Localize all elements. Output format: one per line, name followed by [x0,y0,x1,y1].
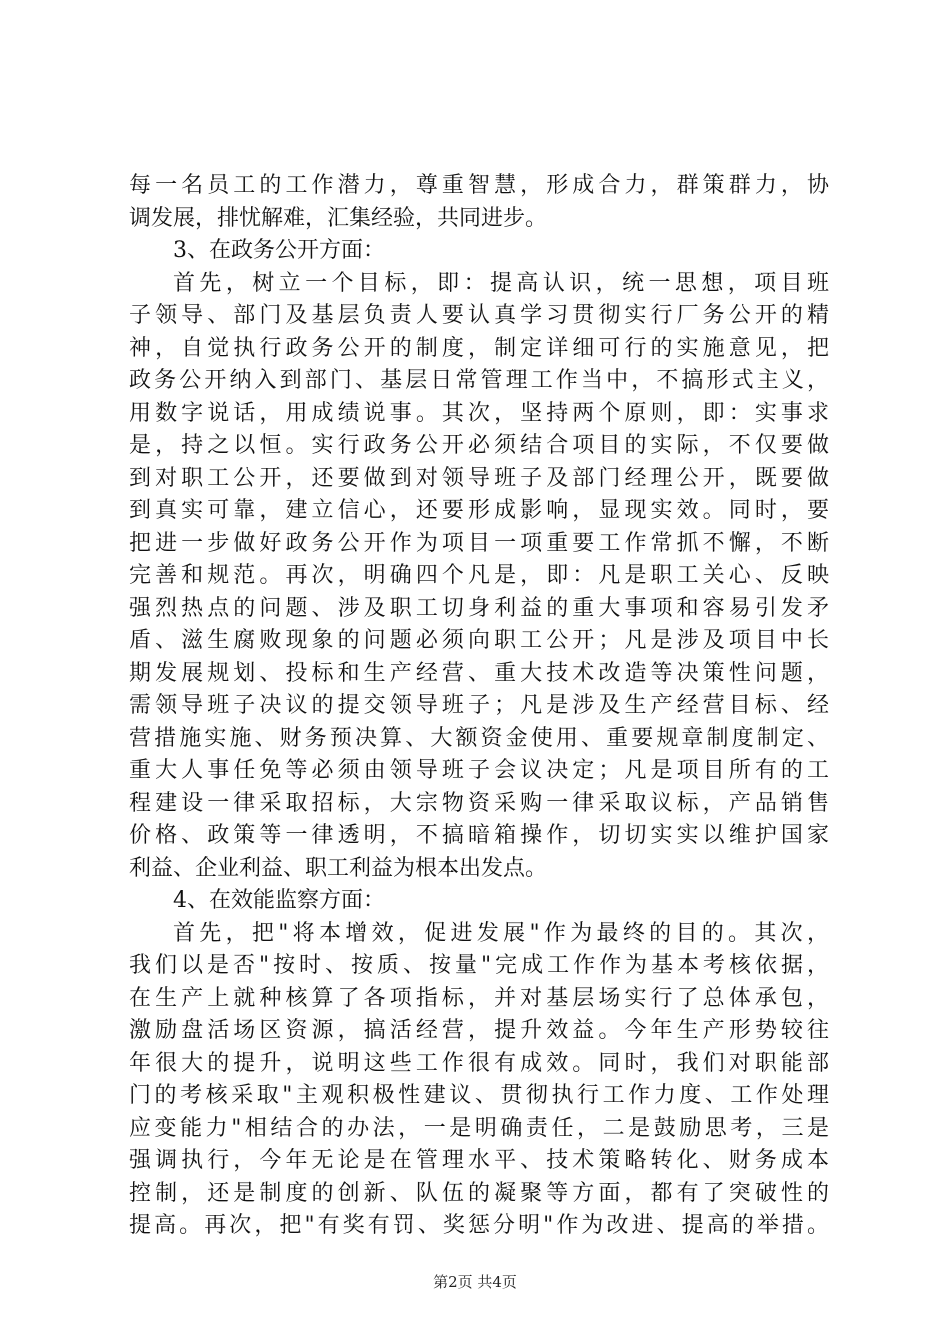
text-line: 政务公开纳入到部门、基层日常管理工作当中，不搞形式主义， [129,368,829,393]
text-line: 调发展，排忧解难，汇集经验，共同进步。 [129,205,548,231]
text-line: 需领导班子决议的提交领导班子；凡是涉及生产经营目标、经 [129,693,829,718]
text-line: 用数字说话，用成绩说事。其次，坚持两个原则，即：实事求 [129,400,829,426]
text-line: 价格、政策等一律透明，不搞暗箱操作，切切实实以维护国家 [129,823,829,848]
text-line: 应变能力"相结合的办法，一是明确责任，二是鼓励思考，三是 [129,1115,829,1141]
text-line: 完善和规范。再次，明确四个凡是，即：凡是职工关心、反映 [129,563,829,588]
text-line: 把进一步做好政务公开作为项目一项重要工作常抓不懈，不断 [129,530,829,556]
text-line: 强烈热点的问题、涉及职工切身利益的重大事项和容易引发矛 [129,595,829,621]
text-line: 子领导、部门及基层负责人要认真学习贯彻实行厂务公开的精 [129,303,829,328]
text-line: 在生产上就种核算了各项指标，并对基层场实行了总体承包， [129,985,829,1011]
text-line: 利益、企业利益、职工利益为根本出发点。 [129,855,548,881]
section-heading: 3、在政务公开方面： [173,238,385,263]
text-line: 首先，把"将本增效，促进发展"作为最终的目的。其次， [173,920,829,946]
text-line: 每一名员工的工作潜力，尊重智慧，形成合力，群策群力，协 [129,173,829,198]
page-number: 第2页 共4页 [433,1273,517,1291]
text-line: 是，持之以恒。实行政务公开必须结合项目的实际，不仅要做 [129,433,829,458]
section-heading: 4、在效能监察方面： [173,888,385,913]
text-line: 门的考核采取"主观积极性建议、贯彻执行工作力度、工作处理 [129,1083,829,1108]
text-line: 提高。再次，把"有奖有罚、奖惩分明"作为改进、提高的举措。 [129,1213,829,1238]
body-text [129,170,829,1243]
text-line: 我们以是否"按时、按质、按量"完成工作作为基本考核依据， [129,953,829,978]
text-line: 期发展规划、投标和生产经营、重大技术改造等决策性问题， [129,660,829,686]
text-line: 年很大的提升，说明这些工作很有成效。同时，我们对职能部 [129,1050,829,1076]
text-line: 激励盘活场区资源，搞活经营，提升效益。今年生产形势较往 [129,1018,829,1043]
text-line: 神，自觉执行政务公开的制度，制定详细可行的实施意见，把 [129,335,829,361]
text-line: 程建设一律采取招标，大宗物资采购一律采取议标，产品销售 [129,790,829,816]
text-line: 首先，树立一个目标，即：提高认识，统一思想，项目班 [173,270,829,296]
text-line: 盾、滋生腐败现象的问题必须向职工公开；凡是涉及项目中长 [129,628,829,653]
text-line: 到真实可靠，建立信心，还要形成影响，显现实效。同时，要 [129,498,829,523]
text-line: 重大人事任免等必须由领导班子会议决定；凡是项目所有的工 [129,758,829,783]
text-line: 到对职工公开，还要做到对领导班子及部门经理公开，既要做 [129,465,829,491]
text-line: 控制，还是制度的创新、队伍的凝聚等方面，都有了突破性的 [129,1180,829,1206]
text-line: 营措施实施、财务预决算、大额资金使用、重要规章制度制定、 [129,725,829,751]
text-line: 强调执行，今年无论是在管理水平、技术策略转化、财务成本 [129,1148,829,1173]
